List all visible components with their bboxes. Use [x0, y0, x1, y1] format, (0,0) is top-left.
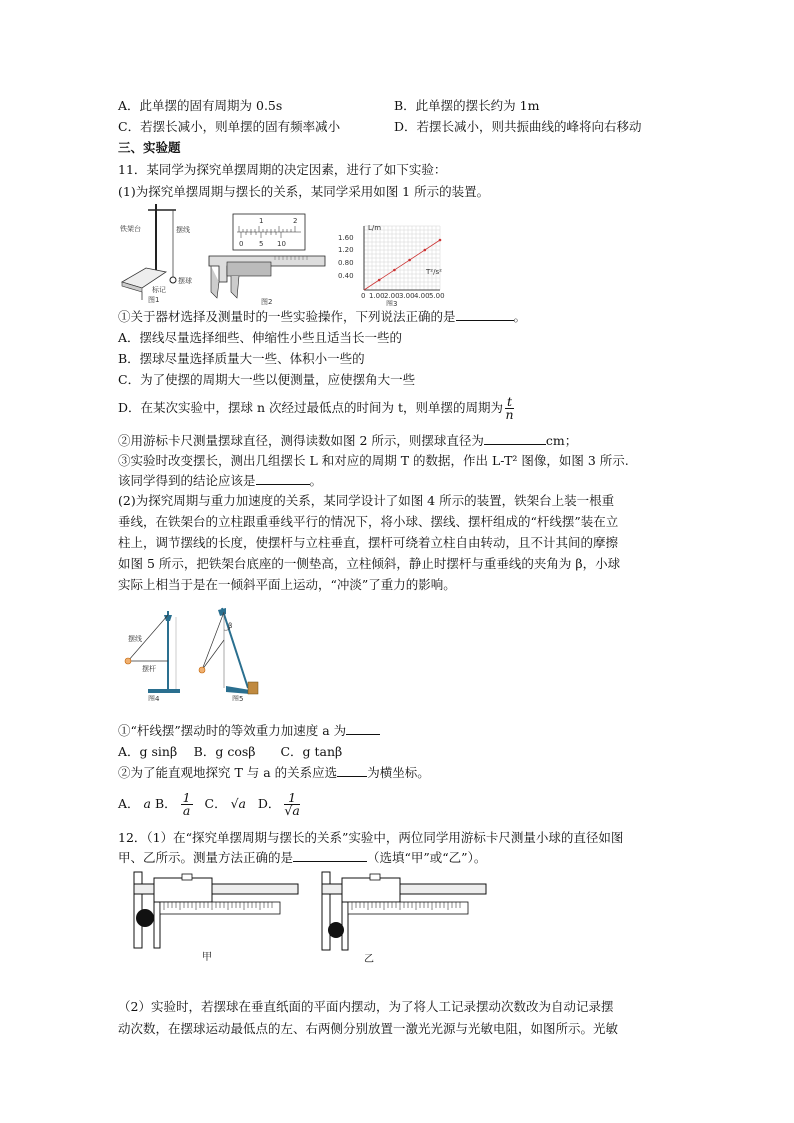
q12-line2-text: 甲、乙所示。测量方法正确的是 [118, 850, 294, 865]
q11-sub1-option-d [118, 396, 514, 421]
fig3-grid [364, 226, 440, 290]
answer-blank-1[interactable] [456, 308, 514, 321]
q11-sub2-text: ②用游标卡尺测量摆球直径，测得读数如图 2 所示，则摆球直径为 [118, 433, 484, 448]
q10-option-d: D．若摆长减小，则共振曲线的峰将向右移动 [394, 119, 642, 134]
fig2-scale-bottom-5: 5 [259, 240, 264, 248]
q10-option-c: C．若摆长减小，则单摆的固有频率减小 [118, 119, 341, 134]
q12-line1: 12．（1）在“探究单摆周期与摆长的关系”实验中，两位同学用游标卡尺测量小球的直径如图 [118, 830, 624, 845]
q11-sub4-text: ①“杆线摆”摆动时的等效重力加速度 a 为 [118, 723, 347, 738]
q11-part2-line1: (2)为探究周期与重力加速度的关系，某同学设计了如图 4 所示的装置，铁架台上装一根重 [118, 493, 615, 508]
fig3-ytick-040: 0.40 [338, 272, 354, 280]
fig3-ytick-080: 0.80 [338, 259, 354, 267]
q11-sub5-options [118, 786, 300, 822]
fig3-ytick-160: 1.60 [338, 234, 354, 242]
sub5-option-c-value: √a [230, 796, 246, 811]
q11-part2-line2: 垂线，在铁架台的立柱跟重垂线平行的情况下，将小球、摆线、摆杆组成的“杆线摆”装在立 [118, 514, 619, 529]
ball-yi [328, 922, 344, 938]
q11-sub5-end: 为横坐标。 [367, 765, 430, 780]
q11-sub1-option-c: C．为了使摆的周期大一些以便测量，应使摆角大一些 [118, 372, 416, 387]
figure-4-rod-pendulum [118, 605, 192, 701]
q11-sub3-end: 。 [309, 473, 323, 488]
fig3-data-point [408, 259, 411, 262]
fig4-line-label: 摆线 [128, 635, 142, 643]
q12-line4: 动次数，在摆球运动最低点的左、右两侧分别放置一激光光源与光敏电阻，如图所示。光敏 [118, 1021, 619, 1036]
fig2-scale-bottom-10: 10 [277, 240, 286, 248]
q11-sub3-text: 该同学得到的结论应该是 [118, 473, 256, 488]
fraction-t-over-n [505, 396, 514, 421]
answer-blank-4[interactable] [346, 722, 380, 735]
fig1-caption: 图1 [148, 296, 160, 304]
fig3-caption: 图3 [386, 300, 398, 306]
caption-jia: 甲 [202, 952, 212, 962]
fig5-caption: 图5 [232, 695, 244, 701]
fig3-xtick-5: 5.00 [429, 292, 445, 300]
q11-sub4-options: A．g sinβ B．g cosβ C．g tanβ [118, 744, 343, 759]
caption-yi: 乙 [364, 954, 374, 964]
frac-numerator: 1 [284, 792, 299, 805]
sub5-option-b-label: B． [154, 796, 177, 811]
q11-sub1-d-text: D．在某次实验中，摆球 n 次经过最低点的时间为 t，则单摆的周期为 [118, 400, 504, 415]
fig3-data-point [393, 269, 396, 272]
fig3-ylabel: L/m [368, 224, 382, 232]
q11-sub2 [118, 432, 577, 450]
sub5-option-d-fraction [284, 792, 299, 817]
sub5-option-a-label: A． [118, 796, 140, 811]
fig3-data-point [439, 239, 442, 242]
q11-intro: 11．某同学为探究单摆周期的决定因素，进行了如下实验： [118, 162, 447, 177]
answer-blank-6[interactable] [293, 849, 367, 862]
sub5-option-d-label: D． [257, 796, 281, 811]
frac-denominator: a [182, 803, 191, 818]
fig3-ytick-120: 1.20 [338, 246, 354, 254]
fig2-scale-top-2: 2 [293, 217, 298, 225]
fig1-bob-label: 摆球 [178, 277, 192, 285]
fig1-line-label: 摆线 [176, 226, 190, 234]
q11-part2-line3: 柱上，调节摆线的长度，使摆杆与立柱垂直，摆杆可绕着立柱自由转动，且不计其间的摩擦 [118, 535, 619, 550]
fig1-mark-label: 标记 [152, 286, 166, 294]
frac-denominator: n [505, 407, 514, 422]
caliper-figure-jia [124, 868, 300, 962]
q11-part2-line4: 如图 5 所示，把铁架台底座的一侧垫高，立柱倾斜，静止时摆杆与重垂线的夹角为 β，小球 [118, 556, 621, 571]
answer-blank-3[interactable] [256, 472, 310, 485]
fig2-scale-top-1: 1 [259, 217, 264, 225]
q11-sub3-line1: ③实验时改变摆长，测出几组摆长 L 和对应的周期 T 的数据，作出 L-T² 图像，如图 3 所示. [118, 453, 629, 468]
q11-sub5-question [118, 764, 430, 782]
sub5-option-a-value: a [143, 796, 151, 811]
fig3-xtick-3: 3.00 [399, 292, 415, 300]
fig3-fit-line [364, 240, 440, 290]
q11-part2-line5: 实际上相当于是在一倾斜平面上运动，“冲淡”了重力的影响。 [118, 577, 456, 592]
q11-sub1-end: 。 [513, 309, 527, 324]
frac-numerator: t [507, 394, 513, 409]
fig2-caption: 图2 [261, 298, 273, 306]
section-title: 三、实验题 [118, 140, 181, 155]
fig3-data-point [378, 279, 381, 282]
fig1-stand-label: 铁架台 [120, 225, 141, 233]
q11-sub1-text: ①关于器材选择及测量时的一些实验操作，下列说法正确的是 [118, 309, 456, 324]
q11-sub4-question [118, 722, 380, 740]
figure-1-pendulum-stand [118, 200, 198, 304]
fig5-angle-label: β [228, 622, 233, 630]
q12-line3: （2）实验时，若摆球在垂直纸面的平面内摆动，为了将人工记录摆动次数改为自动记录摆 [118, 999, 614, 1014]
figure-2-caliper [205, 212, 329, 306]
q11-part1: (1)为探究单摆周期与摆长的关系，某同学采用如图 1 所示的装置。 [118, 184, 490, 199]
fig3-xlabel: T²/s² [426, 268, 442, 276]
frac-numerator: 1 [182, 790, 191, 805]
q12-line2 [118, 849, 486, 867]
q10-option-a: A．此单摆的固有周期为 0.5s [118, 98, 283, 113]
q10-option-b: B．此单摆的摆长约为 1m [394, 98, 540, 113]
answer-blank-5[interactable] [337, 764, 367, 777]
sub5-option-b-fraction [181, 792, 193, 817]
fig3-data-point [424, 249, 427, 252]
q11-sub2-unit: cm； [545, 433, 578, 448]
figure-3-graph [334, 222, 456, 306]
fig2-scale-bottom-0: 0 [239, 240, 244, 248]
frac-denominator: √a [284, 803, 300, 818]
q12-line2-end: （选填“甲”或“乙”）。 [367, 850, 487, 865]
sub5-option-c-label: C． [204, 796, 227, 811]
figure-5-tilted-stand [198, 600, 270, 701]
fig3-xtick-2: 2.00 [384, 292, 400, 300]
caliper-figure-yi [312, 868, 488, 964]
fig4-rod-label: 摆杆 [142, 665, 156, 673]
q11-sub3-line2 [118, 472, 322, 490]
answer-blank-2[interactable] [484, 432, 546, 445]
ball-jia [136, 909, 154, 927]
fig4-caption: 图4 [148, 695, 160, 701]
q11-sub1-question [118, 308, 526, 326]
fig3-xtick-1: 1.00 [369, 292, 385, 300]
fig3-xtick-4: 4.00 [414, 292, 430, 300]
q11-sub5-text: ②为了能直观地探究 T 与 a 的关系应选 [118, 765, 338, 780]
fig3-xtick-0: 0 [361, 292, 366, 300]
q11-sub1-option-b: B．摆球尽量选择质量大一些、体积小一些的 [118, 351, 365, 366]
q11-sub1-option-a: A．摆线尽量选择细些、伸缩性小些且适当长一些的 [118, 330, 403, 345]
